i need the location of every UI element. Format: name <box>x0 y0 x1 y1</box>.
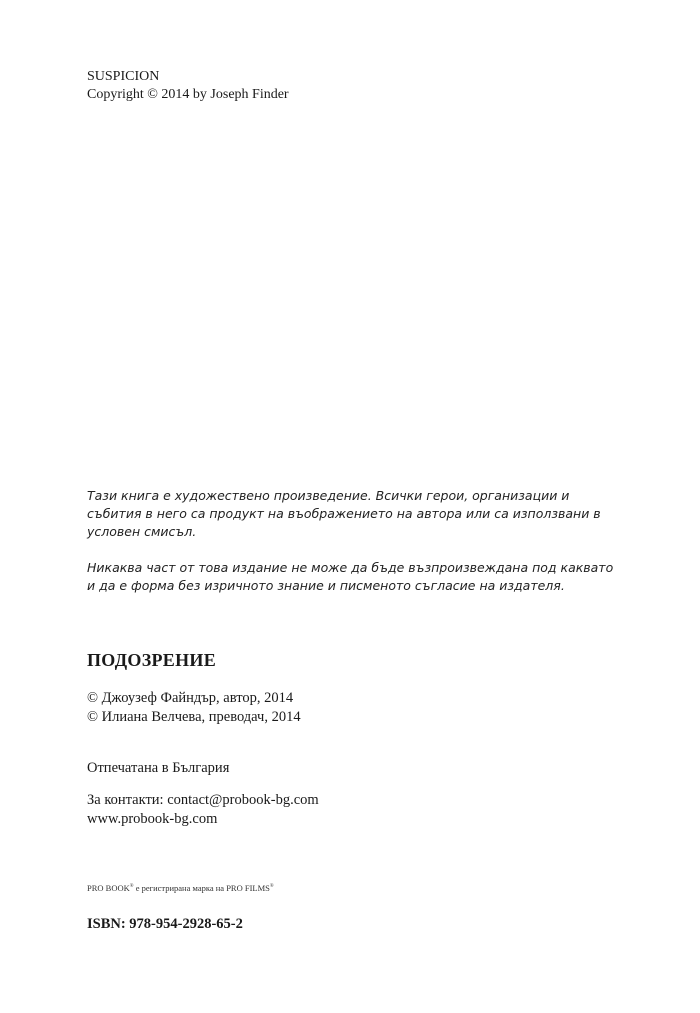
trademark-text: е регистрирана марка на <box>133 882 227 893</box>
fiction-notice: Тази книга е художествено произведение. Всички герои, организации и събития в него са продукт на въображението на автора или са използвани в условен смисъл. <box>87 488 601 539</box>
registered-mark: ® <box>269 884 274 889</box>
registered-mark: ® <box>129 884 134 889</box>
original-title: SUSPICION <box>87 69 160 84</box>
printed-in: Отпечатана в България <box>87 760 230 776</box>
original-copyright: Copyright © 2014 by Joseph Finder <box>87 87 289 102</box>
contact-email-line: За контакти: contact@probook-bg.com <box>87 792 319 808</box>
original-edition-block <box>87 68 289 104</box>
trademark-brand: PRO BOOK <box>87 882 130 893</box>
credits-block <box>87 689 301 727</box>
rights-notice: Никаква част от това издание не може да бъде възпроизвеждана под каквато и да е форма без изричното знание и писменото съгласие на издателя. <box>87 560 614 593</box>
translator-credit: © Илиана Велчева, преводач, 2014 <box>87 709 301 725</box>
trademark-owner: PRO FILMS <box>226 882 270 893</box>
contacts-block <box>87 791 319 829</box>
isbn: ISBN: 978-954-2928-65-2 <box>87 916 243 932</box>
author-credit: © Джоузеф Файндър, автор, 2014 <box>87 690 294 706</box>
trademark-notice <box>87 881 274 894</box>
website-line: www.probook-bg.com <box>87 811 218 827</box>
edition-title: ПОДОЗРЕНИЕ <box>87 650 216 670</box>
disclaimer-block <box>87 487 622 595</box>
